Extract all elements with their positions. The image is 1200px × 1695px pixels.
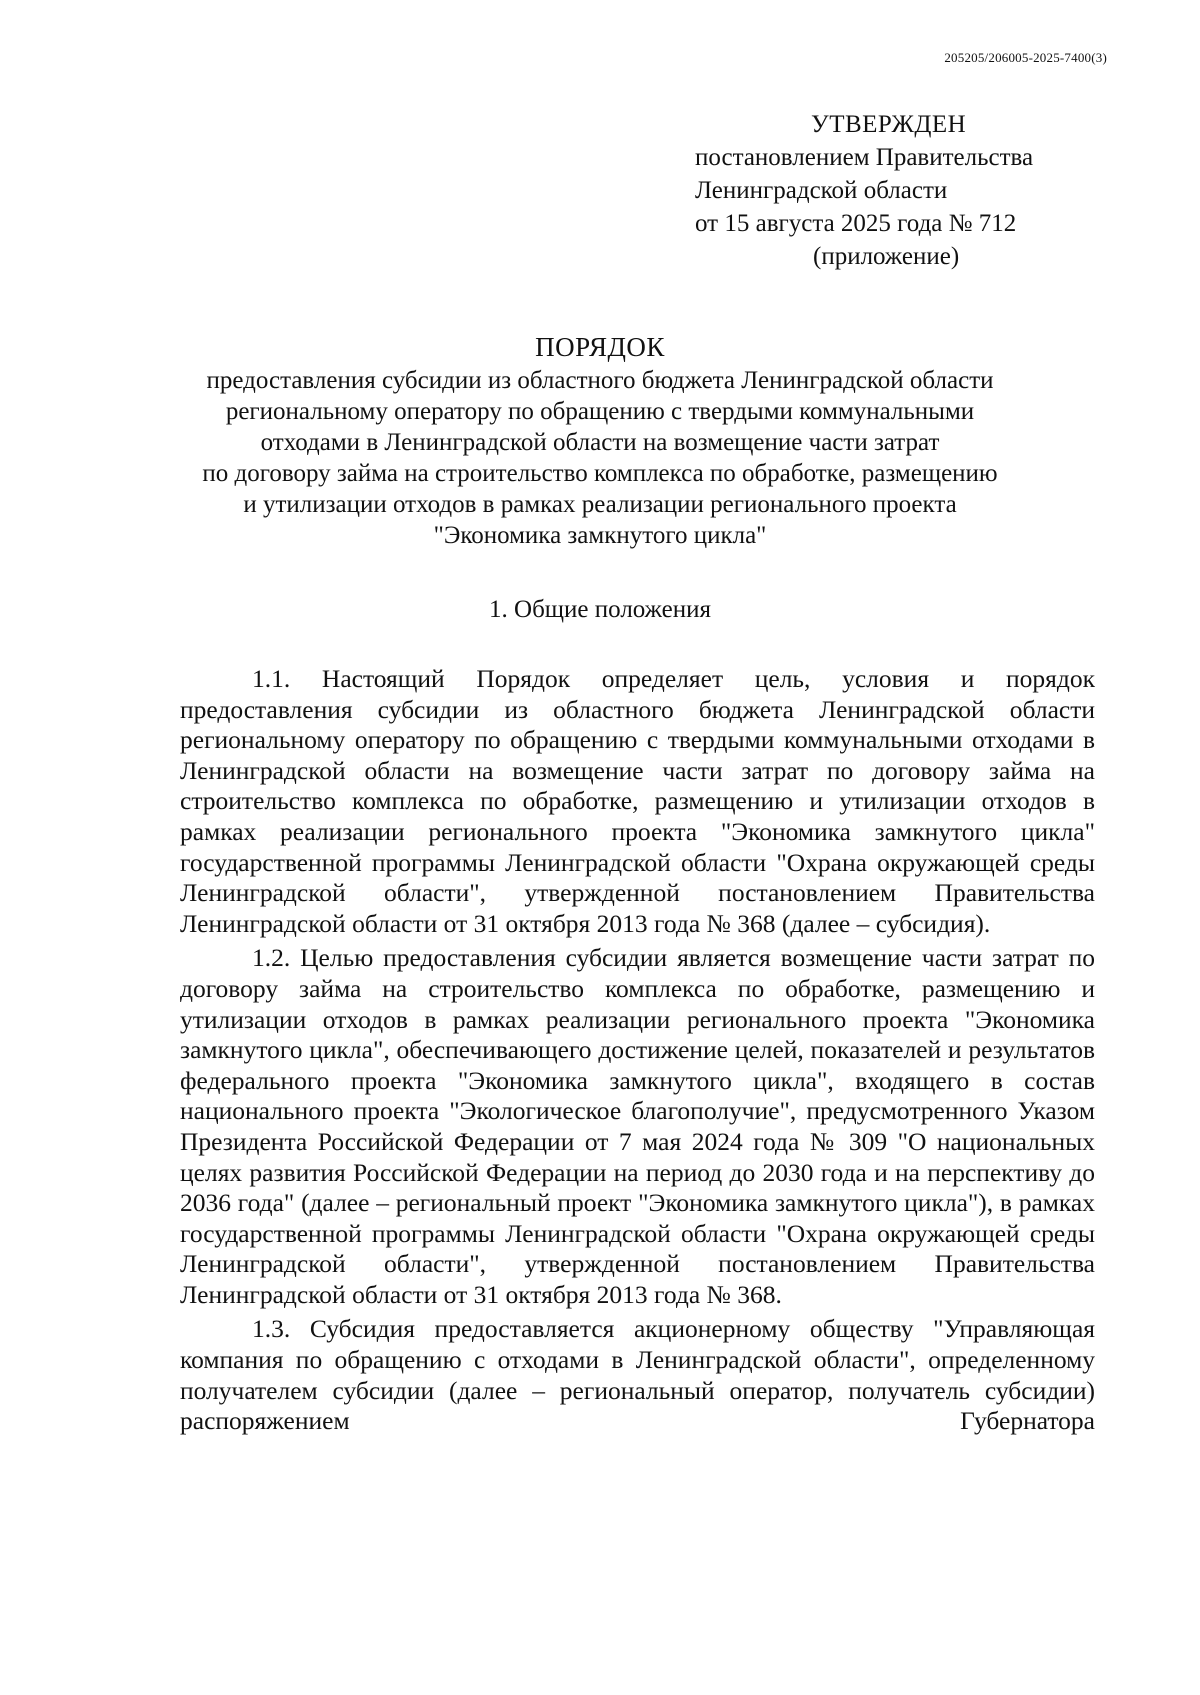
document-subtitle-line: региональному оператору по обращению с твердыми коммунальными — [225, 398, 975, 425]
section-heading: 1. Общие положения — [489, 596, 711, 623]
approval-line-2: Ленинградской области — [695, 177, 948, 204]
approval-line-3: от 15 августа 2025 года № 712 — [695, 210, 1017, 237]
approval-title: УТВЕРЖДЕН — [811, 111, 967, 138]
paragraph-1-2: 1.2. Целью предоставления субсидии является возмещение части затрат по договору займа на строительство комплекса по обработке, размещению и утилизации отходов в рамках реализации регионального проекта "Экономика замкнутого цикла", обеспечивающего достижение целей, показателей и результатов федерального проекта "Экономика замкнутого цикла", входящего в состав национального проекта "Экологическое благополучие", предусмотренного Указом Президента Российской Федерации от 7 мая 2024 года № 309 "О национальных целях развития Российской Федерации на период до 2030 года и на перспективу до 2036 года" (далее – региональный проект "Экономика замкнутого цикла"), в рамках государственной программы Ленинградской области "Охрана окружающей среды Ленинградской области", утвержденной постановлением Правительства Ленинградской области от 31 октября 2013 года № 368. — [180, 943, 1095, 1309]
section-body — [180, 664, 1095, 1441]
document-registration-number: 205205/206005-2025-7400(3) — [944, 50, 1107, 65]
document-title-block — [0, 332, 1200, 551]
approval-note: (приложение) — [813, 243, 960, 270]
approval-stamp-block — [695, 108, 1033, 273]
document-subtitle-line: и утилизации отходов в рамках реализации регионального проекта — [243, 491, 957, 518]
document-title: ПОРЯДОК — [535, 332, 665, 362]
approval-line-1: постановлением Правительства — [695, 144, 1034, 171]
document-subtitle-line: предоставления субсидии из областного бюджета Ленинградской области — [206, 367, 994, 394]
paragraph-1-3: 1.3. Субсидия предоставляется акционерному обществу "Управляющая компания по обращению с отходами в Ленинградской области", определенному получателем субсидии (далее – региональный оператор, получатель субсидии) распоряжением Губернатора — [180, 1314, 1095, 1436]
document-subtitle-line: отходами в Ленинградской области на возмещение части затрат — [260, 429, 940, 456]
document-subtitle-line: по договору займа на строительство комплекса по обработке, размещению — [202, 460, 998, 487]
paragraph-1-1: 1.1. Настоящий Порядок определяет цель, условия и порядок предоставления субсидии из областного бюджета Ленинградской области региональному оператору по обращению с твердыми коммунальными отходами в Ленинградской области на возмещение части затрат по договору займа на строительство комплекса по обработке, размещению и утилизации отходов в рамках реализации регионального проекта "Экономика замкнутого цикла" государственной программы Ленинградской области "Охрана окружающей среды Ленинградской области", утвержденной постановлением Правительства Ленинградской области от 31 октября 2013 года № 368 (далее – субсидия). — [180, 664, 1095, 938]
document-subtitle-line: "Экономика замкнутого цикла" — [433, 522, 767, 549]
